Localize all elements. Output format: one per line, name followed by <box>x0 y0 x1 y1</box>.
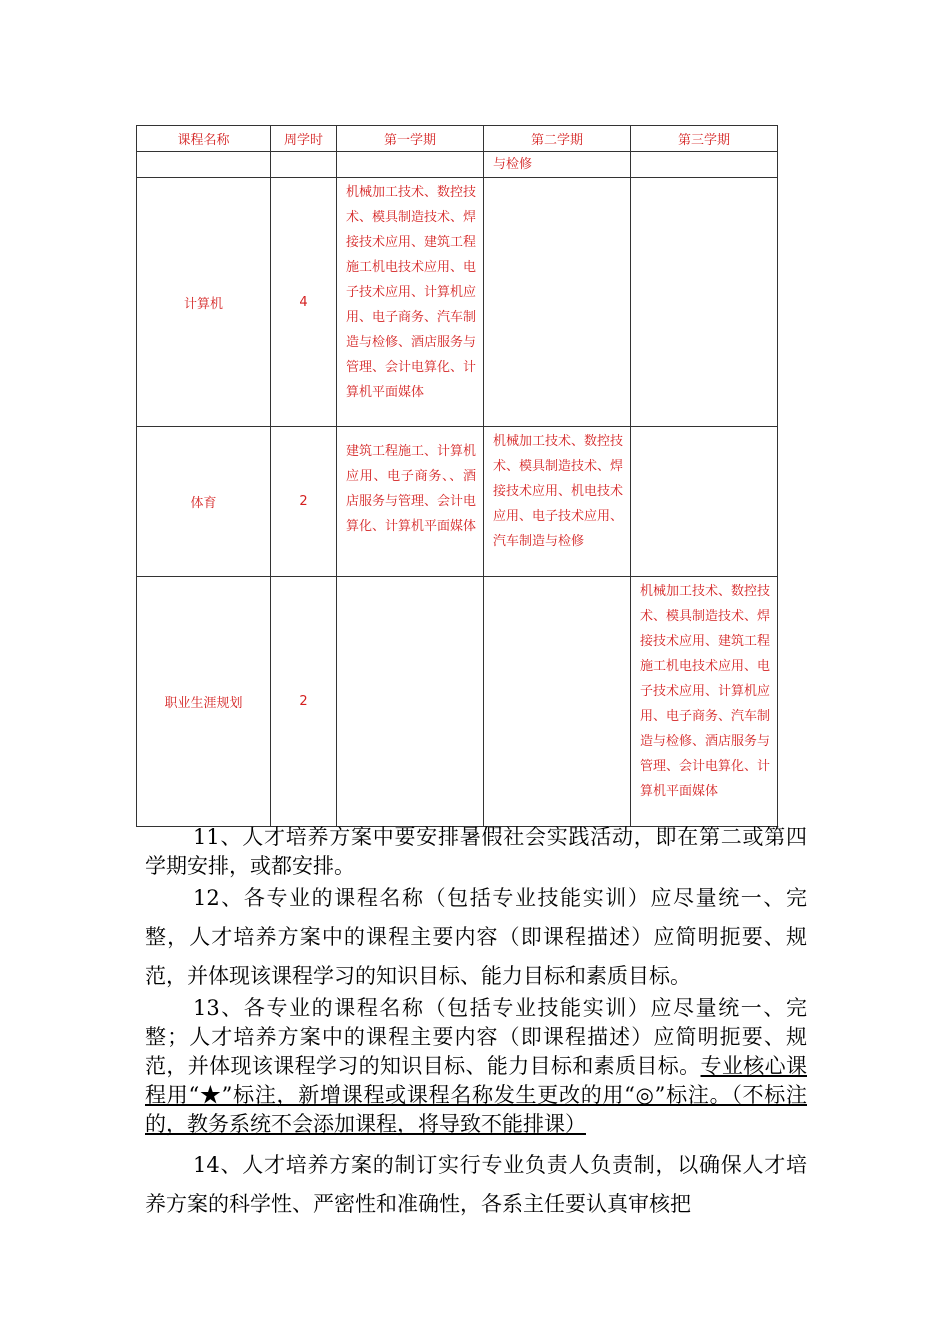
cell-course-name: 职业生涯规划 <box>137 577 271 827</box>
paragraph-12: 12、各专业的课程名称（包括专业技能实训）应尽量统一、完整，人才培养方案中的课程主要内容（即课程描述）应简明扼要、规范，并体现该课程学习的知识目标、能力目标和素质目标。 <box>145 886 807 988</box>
cell-semester-3 <box>631 152 778 178</box>
cell-semester-1 <box>337 152 484 178</box>
cell-course-name <box>137 152 271 178</box>
paragraph-13 <box>145 994 807 1139</box>
table-row <box>137 152 778 178</box>
cell-semester-1: 机械加工技术、数控技术、模具制造技术、焊接技术应用、建筑工程施工机电技术应用、电子技术应用、计算机应用、电子商务、汽车制造与检修、酒店服务与管理、会计电算化、计算机平面媒体 <box>337 178 484 427</box>
cell-hours <box>271 152 337 178</box>
cell-semester-3 <box>631 178 778 427</box>
header-course-name: 课程名称 <box>137 126 271 152</box>
header-weekly-hours: 周学时 <box>271 126 337 152</box>
table-row <box>137 178 778 427</box>
table-row <box>137 427 778 577</box>
paragraph-13-underlined-note: 专业核心课程用“★”标注，新增课程或课程名称发生更改的用“◎”标注。（不标注的，教务系统不会添加课程，将导致不能排课） <box>145 1054 807 1136</box>
cell-semester-2 <box>484 178 631 427</box>
table-header-row <box>137 126 778 152</box>
cell-hours: 2 <box>271 427 337 577</box>
table-row <box>137 577 778 827</box>
header-semester-1: 第一学期 <box>337 126 484 152</box>
cell-semester-3 <box>631 427 778 577</box>
header-semester-2: 第二学期 <box>484 126 631 152</box>
cell-semester-1: 建筑工程施工、计算机应用、电子商务、、酒店服务与管理、会计电算化、计算机平面媒体 <box>337 427 484 577</box>
cell-hours: 4 <box>271 178 337 427</box>
cell-hours: 2 <box>271 577 337 827</box>
cell-semester-2: 机械加工技术、数控技术、模具制造技术、焊接技术应用、机电技术应用、电子技术应用、汽车制造与检修 <box>484 427 631 577</box>
header-semester-3: 第三学期 <box>631 126 778 152</box>
cell-course-name: 计算机 <box>137 178 271 427</box>
cell-semester-2: 与检修 <box>484 152 631 178</box>
course-schedule-table <box>136 125 778 827</box>
cell-semester-1 <box>337 577 484 827</box>
paragraph-12-block <box>145 879 807 996</box>
cell-course-name: 体育 <box>137 427 271 577</box>
paragraph-14: 14、人才培养方案的制订实行专业负责人负责制，以确保人才培养方案的科学性、严密性和准确性，各系主任要认真审核把 <box>145 1153 807 1216</box>
cell-semester-3: 机械加工技术、数控技术、模具制造技术、焊接技术应用、建筑工程施工机电技术应用、电子技术应用、计算机应用、电子商务、汽车制造与检修、酒店服务与管理、会计电算化、计算机平面媒体 <box>631 577 778 827</box>
paragraph-14-block <box>145 1146 807 1224</box>
cell-semester-2 <box>484 577 631 827</box>
paragraph-13-block <box>145 994 807 1139</box>
paragraph-11-block <box>145 823 807 881</box>
paragraph-11: 11、人才培养方案中要安排暑假社会实践活动，即在第二或第四学期安排，或都安排。 <box>145 825 807 878</box>
paragraph-13-main: 13、各专业的课程名称（包括专业技能实训）应尽量统一、完整；人才培养方案中的课程主要内容（即课程描述）应简明扼要、规范，并体现该课程学习的知识目标、能力目标和素质目标。 <box>145 996 807 1078</box>
